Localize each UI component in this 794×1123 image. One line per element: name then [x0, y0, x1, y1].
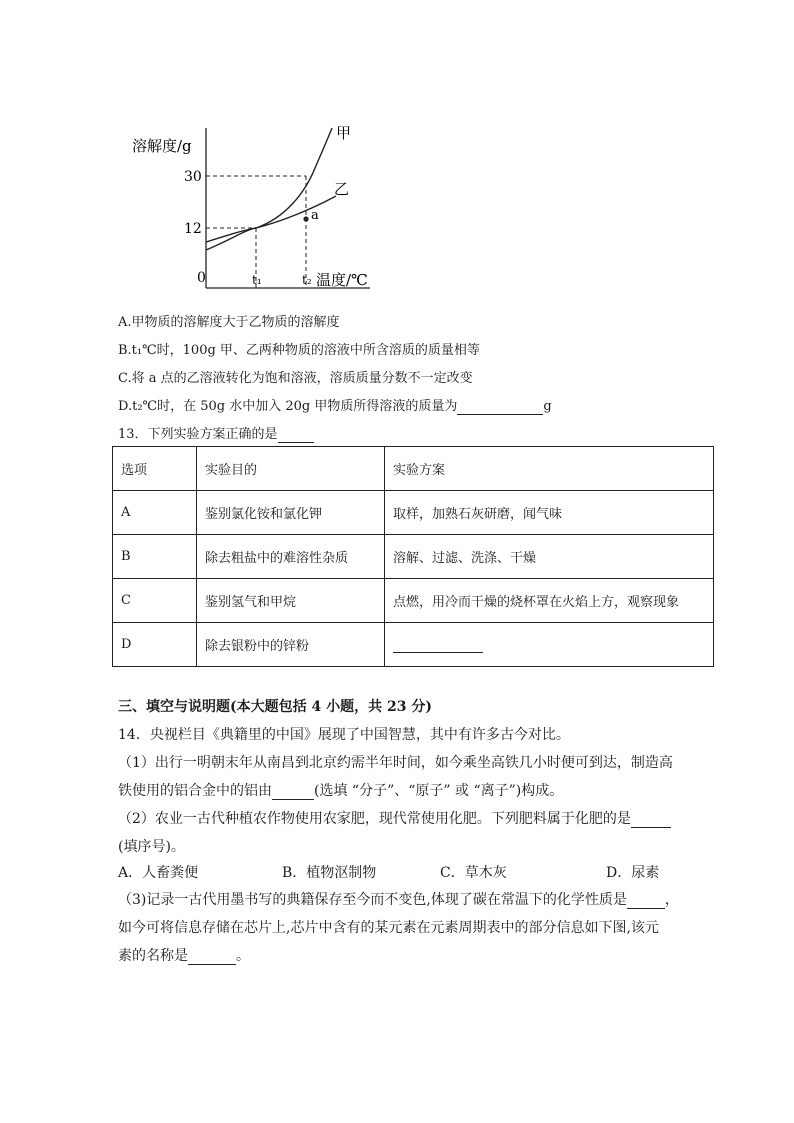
- table-cell: 溶解、过滤、洗涤、干燥: [385, 535, 714, 579]
- part-1-line-2: [118, 780, 563, 800]
- table-row: [113, 535, 714, 579]
- table-cell: 鉴别氯化铵和氯化钾: [197, 491, 385, 535]
- header-cell: 实验目的: [197, 447, 385, 491]
- header-cell: 实验方案: [385, 447, 714, 491]
- part-1-text-a: 铁使用的铝合金中的铝由: [118, 783, 272, 799]
- choice-c: C．草木灰: [440, 865, 507, 881]
- experiment-table: [112, 446, 714, 667]
- ytick-12: 12: [184, 221, 202, 237]
- ytick-30: 30: [184, 169, 202, 185]
- part-3-text-b: 。: [236, 948, 250, 964]
- solubility-chart: [120, 118, 390, 298]
- part-2-line-1: [118, 808, 671, 828]
- part-3-text-a: 素的名称是: [118, 948, 188, 964]
- answer-blank[interactable]: [457, 399, 543, 415]
- part-1-line-1: （1）出行一明朝末年从南昌到北京约需半年时间，如今乘坐高铁几小时便可到达，制造高: [118, 755, 673, 771]
- part-3-line-3: [118, 945, 250, 965]
- option-b: B.t₁℃时，100g 甲、乙两种物质的溶液中所含溶质的质量相等: [118, 343, 480, 358]
- table-row: [113, 579, 714, 623]
- header-cell: 选项: [113, 447, 197, 491]
- part-2-line-2: (填序号)。: [118, 839, 185, 855]
- table-row: [113, 623, 714, 667]
- table-cell: 鉴别氢气和甲烷: [197, 579, 385, 623]
- table-cell: 取样，加熟石灰研磨，闻气味: [385, 491, 714, 535]
- answer-blank[interactable]: [272, 783, 314, 800]
- part-1-text-b: (选填 “分子”、“原子” 或 “离子”)构成。: [314, 783, 564, 799]
- answer-blank[interactable]: [627, 892, 665, 909]
- table-cell: 除去银粉中的锌粉: [197, 623, 385, 667]
- option-d-text: D.t₂℃时，在 50g 水中加入 20g 甲物质所得溶液的质量为: [118, 399, 458, 414]
- table-header-row: [113, 447, 714, 491]
- point-a-label: a: [311, 208, 319, 223]
- part-3-comma: ，: [664, 892, 679, 908]
- answer-blank[interactable]: [278, 427, 314, 443]
- table-cell: B: [113, 535, 197, 579]
- question-13-stem: 13．下列实验方案正确的是: [118, 427, 278, 442]
- series-label-jia: 甲: [336, 124, 352, 142]
- table-cell: D: [113, 623, 197, 667]
- table-row: [113, 491, 714, 535]
- question-14-stem: 14．央视栏目《典籍里的中国》展现了中国智慧，其中有许多古今对比。: [118, 727, 570, 743]
- part-3-line-2: 如今可将信息存储在芯片上,芯片中含有的某元素在元素周期表中的部分信息如下图,该元: [118, 920, 659, 936]
- table-cell: C: [113, 579, 197, 623]
- option-d: [118, 395, 552, 415]
- part-3-line-1: [118, 889, 679, 909]
- x-axis-label: 温度/℃: [316, 271, 368, 289]
- xtick-t2: t₂: [302, 273, 312, 287]
- choice-b: B．植物沤制物: [282, 865, 377, 881]
- answer-blank[interactable]: [631, 811, 671, 828]
- table-cell-answer: [385, 623, 714, 667]
- choice-d: D．尿素: [606, 865, 660, 881]
- option-c: C.将 a 点的乙溶液转化为饱和溶液，溶质质量分数不一定改变: [118, 371, 473, 386]
- curve-jia: [206, 128, 332, 250]
- table-cell: A: [113, 491, 197, 535]
- part-2-text: （2）农业一古代种植农作物使用农家肥，现代常使用化肥。下列肥料属于化肥的是: [118, 811, 631, 827]
- answer-blank[interactable]: [393, 637, 483, 653]
- table-cell: 除去粗盐中的难溶性杂质: [197, 535, 385, 579]
- xtick-t1: t₁: [252, 273, 262, 287]
- question-13: [118, 423, 314, 443]
- part-3-text: （3)记录一古代用墨书写的典籍保存至今而不变色,体现了碳在常温下的化学性质是: [118, 892, 627, 908]
- section-title: 三、填空与说明题(本大题包括 4 小题，共 23 分): [118, 699, 432, 715]
- option-a: A.甲物质的溶解度大于乙物质的溶解度: [118, 315, 340, 330]
- origin-label: 0: [197, 270, 206, 286]
- point-a: [303, 216, 308, 221]
- choice-a: A．人畜粪便: [118, 865, 199, 881]
- option-d-unit: g: [543, 399, 552, 414]
- y-axis-label: 溶解度/g: [132, 137, 192, 155]
- answer-blank[interactable]: [188, 948, 236, 965]
- table-cell: 点燃，用冷而干燥的烧杯罩在火焰上方，观察现象: [385, 579, 714, 623]
- series-label-yi: 乙: [334, 180, 350, 198]
